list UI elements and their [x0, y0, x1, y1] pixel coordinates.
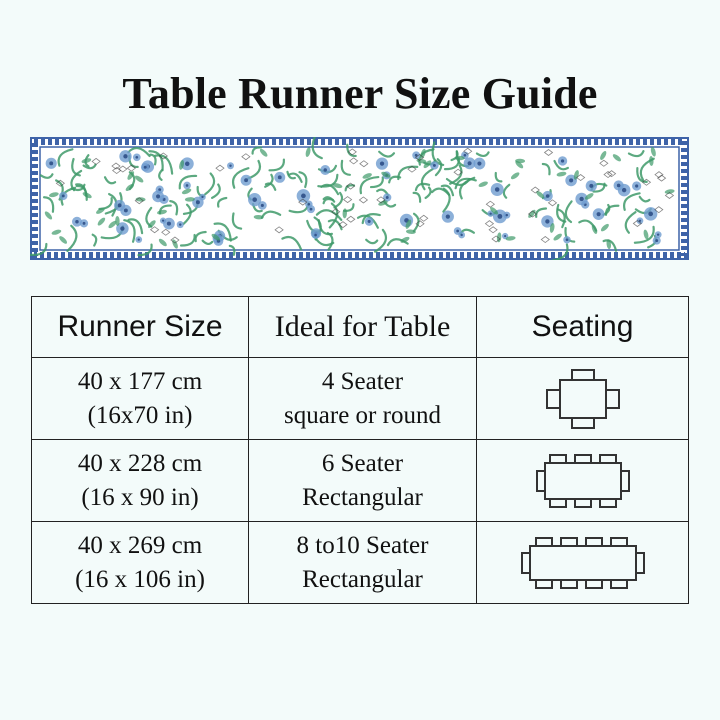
header-ideal-for-table: Ideal for Table [249, 297, 477, 358]
table-row [32, 440, 689, 522]
floral-runner-illustration [30, 137, 689, 260]
six-seater-table-icon [535, 453, 631, 509]
size-cm: 40 x 177 cm [77, 367, 203, 395]
table-shape: square or round [284, 401, 441, 429]
four-seater-table-icon [543, 368, 623, 430]
runner-size-cell [32, 522, 249, 604]
table-header-row [32, 297, 689, 358]
size-guide-table [31, 296, 689, 604]
size-cm: 40 x 269 cm [77, 531, 203, 559]
size-cm: 40 x 228 cm [77, 449, 203, 477]
table-shape: Rectangular [302, 483, 423, 511]
seating-cell [477, 440, 689, 522]
ideal-table-cell [249, 358, 477, 440]
table-seats: 4 Seater [321, 367, 404, 395]
table-seats: 8 to10 Seater [296, 531, 429, 559]
header-seating: Seating [477, 297, 689, 358]
table-runner-image [30, 137, 689, 260]
size-in: (16x70 in) [87, 401, 193, 429]
table-row [32, 358, 689, 440]
size-in: (16 x 106 in) [75, 565, 205, 593]
table-shape: Rectangular [302, 565, 423, 593]
eight-to-ten-seater-table-icon [520, 536, 646, 590]
runner-size-cell [32, 358, 249, 440]
table-row [32, 522, 689, 604]
header-runner-size: Runner Size [32, 297, 249, 358]
ideal-table-cell [249, 522, 477, 604]
page-title: Table Runner Size Guide [122, 69, 598, 118]
runner-size-cell [32, 440, 249, 522]
seating-cell [477, 522, 689, 604]
ideal-table-cell [249, 440, 477, 522]
size-in: (16 x 90 in) [81, 483, 199, 511]
table-seats: 6 Seater [321, 449, 404, 477]
seating-cell [477, 358, 689, 440]
